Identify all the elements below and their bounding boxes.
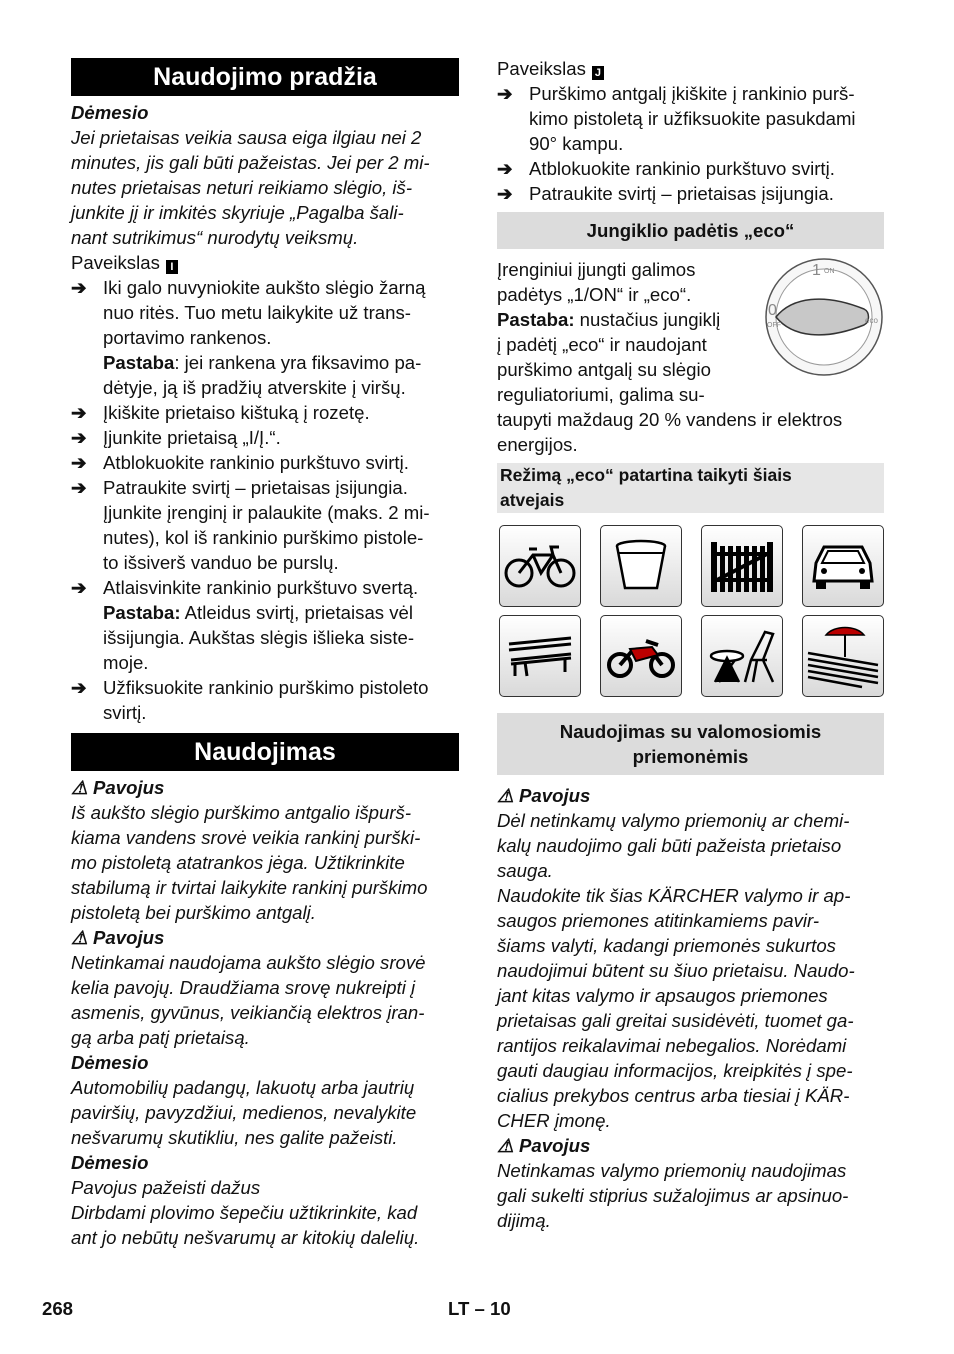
step-unwind-hose: ➔ Iki galo nuvyniokite aukšto slėgio žarną nuo ritės. Tuo metu laikykite už trans- portavimo rankenos. Pastaba: jei rankena yra fiksavimo pa- dėtyje, ją iš pradžių atverskite į viršų. [71, 275, 459, 400]
garden-bench-icon [499, 615, 581, 697]
left-column [71, 56, 459, 1250]
dial-zero-label: 0 [768, 302, 777, 319]
attention-text: Pavojus pažeisti dažus Dirbdami plovimo šepečiu užtikrinkite, kad ant jo nebūtų nešvarumų ar kitokių dalelių. [71, 1177, 420, 1248]
eco-application-icons [499, 525, 884, 697]
arrow-icon: ➔ [71, 477, 87, 498]
note: Pastaba: nustačius jungiklį [497, 309, 721, 330]
danger-heading: ⚠ Pavojus [71, 777, 165, 798]
eco-description: 1 ON 0 OFF eco Įrenginiui įjungti galimos padėtys „1/ON“ ir „eco“. Pastaba: nustačius jungiklį į padėtį „eco“ ir naudojant purškimo antgalį su slėgio reguliatoriumi, galima su- taupyti maždaug 20 % vandens ir elektros energijos. [497, 257, 884, 457]
figure-reference: Paveikslas J [497, 56, 884, 81]
note: Pastaba: jei rankena yra fiksavimo pa- [103, 352, 422, 373]
figure-label-box: I [166, 260, 178, 274]
attention-heading: Dėmesio [71, 1152, 149, 1173]
arrow-icon: ➔ [497, 183, 513, 204]
warning-triangle-icon: ⚠ [497, 1135, 514, 1156]
attention-heading: Dėmesio [71, 1052, 149, 1073]
garden-furniture-icon [701, 615, 783, 697]
terrace-umbrella-icon [802, 615, 884, 697]
dial-one-label: 1 [812, 262, 821, 279]
figure-label-box: J [592, 66, 604, 80]
arrow-icon: ➔ [71, 277, 87, 298]
arrow-icon: ➔ [71, 452, 87, 473]
arrow-icon: ➔ [497, 158, 513, 179]
step-release-lever: ➔ Atlaisvinkite rankinio purkštuvo svertą. Pastaba: Atleidus svirtį, prietaisas vėl išsijungia. Aukštas slėgis išlieka siste- moje. [71, 575, 459, 675]
right-column [497, 56, 884, 1233]
danger-text: Netinkamas valymo priemonių naudojimas gali sukelti stiprius sužalojimus ar apsinuo- dijimą. [497, 1160, 849, 1231]
warning-triangle-icon: ⚠ [71, 777, 88, 798]
car-icon [802, 525, 884, 607]
arrow-icon: ➔ [71, 577, 87, 598]
danger-heading: ⚠ Pavojus [497, 785, 591, 806]
danger-text: Iš aukšto slėgio purškimo antgalio išpurš- kiama vandens srovė veikia rankinį purški- mo pistoletą atatrankos jėga. Užtikrinkite stabilumą ir tvirtai laikykite rankinį purškimo pistoletą bei purškimo antgalį. [71, 802, 428, 923]
warning-triangle-icon: ⚠ [497, 785, 514, 806]
attention-heading: Dėmesio [71, 102, 149, 123]
warning-triangle-icon: ⚠ [71, 927, 88, 948]
step-plug-in: ➔ Įkiškite prietaiso kištuką į rozetę. [71, 402, 370, 423]
step-unlock-lever: ➔ Atblokuokite rankinio purkštuvo svirtį. [497, 158, 835, 179]
attention-text: Jei prietaisas veikia sausa eiga ilgiau nei 2 minutes, jis gali būti pažeistas. Jei per 2 mi- nutes prietaisas neturi reikiamo slėgio, iš- junkite jį ir imkitės skyriuje „Pagalba šali- nant sutrikimus“ nurodytų veiksmų. [71, 127, 430, 248]
dial-eco-label: eco [865, 316, 878, 325]
page-number: 268 [42, 1298, 74, 1319]
step-lock-lever: ➔ Užfiksuokite rankinio purškimo pistoleto svirtį. [71, 677, 429, 723]
arrow-icon: ➔ [497, 83, 513, 104]
fence-icon [701, 525, 783, 607]
motorcycle-icon [600, 615, 682, 697]
danger-heading: ⚠ Pavojus [497, 1135, 591, 1156]
step-unlock-lever: ➔ Atblokuokite rankinio purkštuvo svirtį. [71, 452, 409, 473]
bicycle-icon [499, 525, 581, 607]
danger-text: Dėl netinkamų valymo priemonių ar chemi- kalų naudojimo gali būti pažeista prietaiso sauga. Naudokite tik šias KÄRCHER valymo ir ap- saugos priemones atitinkamiems pavir- šiams valyti, kadangi priemonės sukurtos naudojimui būtent su šiuo prietaisu. Naudo- jant kitas valymo ir apsaugos priemones prietaisas gali greitai susidėvėti, tuomet ga- rantijos reikalavimai nebegalios. Norėdami gauti daugiau informacijos, kreipkitės į spe- cialius prekybos centrus arba tiesiai į KÄR- CHER įmonę. [497, 810, 855, 1131]
step-switch-on: ➔ Įjunkite prietaisą „I/Į.“. [71, 427, 281, 448]
arrow-icon: ➔ [71, 402, 87, 423]
section-cleaning-agents: Naudojimas su valomosiomis priemonėmis [497, 713, 884, 775]
step-pull-lever: ➔ Patraukite svirtį – prietaisas įsijungia. Įjunkite įrenginį ir palaukite (maks. 2 mi- nutes), kol iš rankinio purškimo pistole- to išsiverš vanduo be purslų. [71, 477, 430, 573]
section-title-operation: Naudojimas [71, 733, 459, 771]
note: Pastaba: Atleidus svirtį, prietaisas vėl [103, 602, 414, 623]
danger-heading: ⚠ Pavojus [71, 927, 165, 948]
arrow-icon: ➔ [71, 677, 87, 698]
section-title-start: Naudojimo pradžia [71, 58, 459, 96]
page-section-label: LT – 10 [448, 1298, 511, 1319]
arrow-icon: ➔ [71, 427, 87, 448]
section-eco-switch: Jungiklio padėtis „eco“ [497, 212, 884, 249]
dial-on-label: ON [824, 268, 835, 275]
eco-switch-dial-icon [764, 257, 884, 377]
dial-off-label: OFF [767, 322, 781, 329]
attention-text: Automobilių padangų, lakuotų arba jautrių paviršių, pavyzdžiui, medienos, nevalykite nešvarumų skutikliu, nes galite pažeisti. [71, 1077, 417, 1148]
step-pull-lever: ➔ Patraukite svirtį – prietaisas įsijungia. [497, 183, 834, 204]
step-insert-nozzle: ➔ Purškimo antgalį įkiškite į rankinio purš- kimo pistoletą ir užfiksuokite pasukdami 90° kampu. [497, 83, 856, 154]
figure-reference: Paveikslas I [71, 250, 459, 275]
danger-text: Netinkamai naudojama aukšto slėgio srovė kelia pavojų. Draudžiama srovę nukreipti į asmenis, gyvūnus, veikiančią elektros įran- gą arba patį prietaisą. [71, 952, 426, 1048]
flower-pot-icon [600, 525, 682, 607]
eco-mode-recommendation: Režimą „eco“ patartina taikyti šiais atvejais [497, 463, 884, 513]
